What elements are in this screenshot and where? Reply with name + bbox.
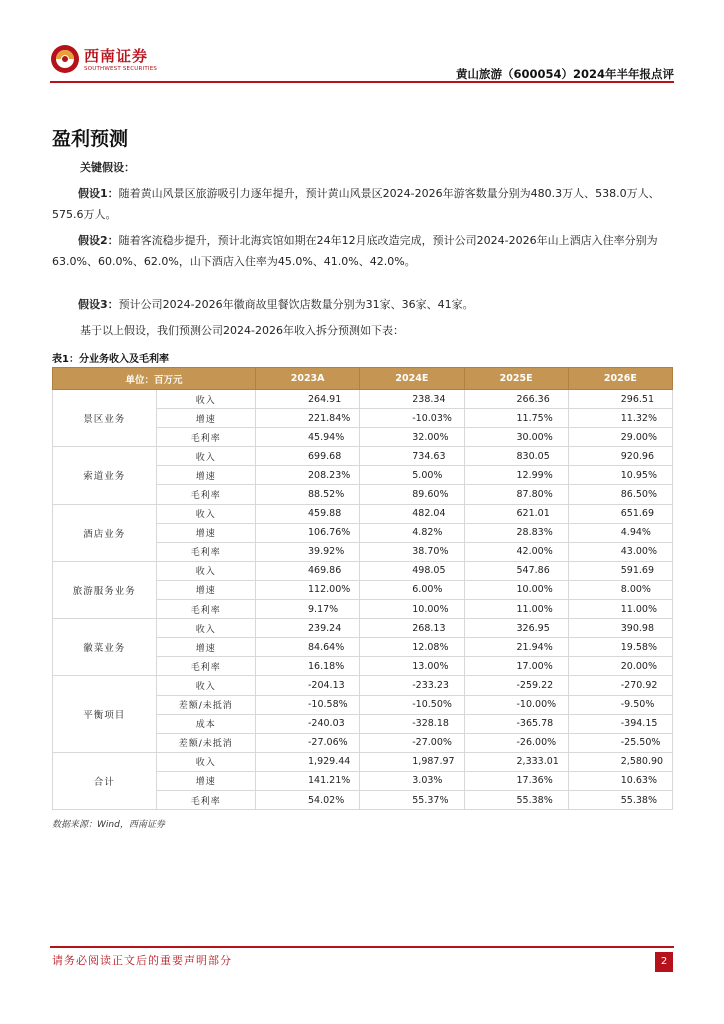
- segment-label: 合计: [53, 752, 157, 809]
- table-cell: 591.69: [568, 561, 672, 580]
- table-cell: 3.03%: [360, 771, 464, 790]
- table-cell: -270.92: [568, 676, 672, 695]
- assumption-2: [52, 230, 672, 272]
- table-cell: 88.52%: [256, 485, 360, 504]
- metric-label: 收入: [156, 561, 256, 580]
- table-row: [53, 447, 673, 466]
- table-cell: 141.21%: [256, 771, 360, 790]
- table-cell: 86.50%: [568, 485, 672, 504]
- table-cell: -27.00%: [360, 733, 464, 752]
- table-cell: 326.95: [464, 619, 568, 638]
- table-cell: 10.63%: [568, 771, 672, 790]
- table-cell: 5.00%: [360, 466, 464, 485]
- table-cell: 469.86: [256, 561, 360, 580]
- logo-chinese-name: 西南证券: [84, 47, 149, 65]
- footer-divider: [50, 946, 674, 948]
- segment-label: 酒店业务: [53, 504, 157, 561]
- assumption-2-text: 随着客流稳步提升，预计北海宾馆如期在24年12月底改造完成，预计公司2024-2026年山上酒店入住率分别为63.0%、60.0%、62.0%，山下酒店入住率为45.0%、41.0%、42.0%。: [52, 234, 658, 268]
- table-cell: 621.01: [464, 504, 568, 523]
- logo-emblem-icon: [50, 44, 80, 74]
- metric-label: 毛利率: [156, 542, 256, 561]
- table-cell: 39.92%: [256, 542, 360, 561]
- report-title: 黄山旅游（600054）2024年半年报点评: [455, 67, 674, 81]
- table-cell: -394.15: [568, 714, 672, 733]
- table-cell: 38.70%: [360, 542, 464, 561]
- table-cell: -10.50%: [360, 695, 464, 714]
- table-cell: 482.04: [360, 504, 464, 523]
- table-cell: 84.64%: [256, 638, 360, 657]
- metric-label: 成本: [156, 714, 256, 733]
- table-cell: 268.13: [360, 619, 464, 638]
- table-cell: 390.98: [568, 619, 672, 638]
- table-cell: 547.86: [464, 561, 568, 580]
- data-source: 数据来源：Wind，西南证券: [52, 820, 165, 830]
- table-cell: 4.94%: [568, 523, 672, 542]
- metric-label: 增速: [156, 771, 256, 790]
- unit-header: 单位：百万元: [53, 368, 256, 390]
- table-cell: 87.80%: [464, 485, 568, 504]
- table-cell: 106.76%: [256, 523, 360, 542]
- metric-label: 毛利率: [156, 790, 256, 809]
- table-cell: -27.06%: [256, 733, 360, 752]
- company-logo: [50, 42, 180, 78]
- table-cell: -25.50%: [568, 733, 672, 752]
- table-cell: 55.38%: [568, 790, 672, 809]
- segment-label: 索道业务: [53, 447, 157, 504]
- table-cell: 459.88: [256, 504, 360, 523]
- table-cell: -328.18: [360, 714, 464, 733]
- table-cell: 12.08%: [360, 638, 464, 657]
- table-cell: 264.91: [256, 390, 360, 409]
- metric-label: 增速: [156, 523, 256, 542]
- table-cell: 11.75%: [464, 409, 568, 428]
- table-cell: 11.32%: [568, 409, 672, 428]
- table-cell: 13.00%: [360, 657, 464, 676]
- year-header: 2024E: [360, 368, 464, 390]
- key-assumptions-label: 关键假设：: [80, 161, 135, 174]
- assumption-1: [52, 183, 672, 225]
- table-cell: 17.36%: [464, 771, 568, 790]
- table-cell: 17.00%: [464, 657, 568, 676]
- page-number: 2: [655, 952, 673, 972]
- table-cell: 10.95%: [568, 466, 672, 485]
- table-cell: 8.00%: [568, 580, 672, 599]
- table-cell: -259.22: [464, 676, 568, 695]
- table-cell: 29.00%: [568, 428, 672, 447]
- table-cell: 20.00%: [568, 657, 672, 676]
- table-cell: 54.02%: [256, 790, 360, 809]
- table-cell: 42.00%: [464, 542, 568, 561]
- metric-label: 毛利率: [156, 600, 256, 619]
- metric-label: 收入: [156, 390, 256, 409]
- table-row: [53, 390, 673, 409]
- table-cell: 43.00%: [568, 542, 672, 561]
- table-row: [53, 676, 673, 695]
- table-cell: 830.05: [464, 447, 568, 466]
- table-row: [53, 752, 673, 771]
- table-cell: 498.05: [360, 561, 464, 580]
- table-cell: 112.00%: [256, 580, 360, 599]
- table-cell: 21.94%: [464, 638, 568, 657]
- segment-label: 旅游服务业务: [53, 561, 157, 618]
- table-cell: 30.00%: [464, 428, 568, 447]
- table-cell: 12.99%: [464, 466, 568, 485]
- assumption-3-text: 预计公司2024-2026年徽商故里餐饮店数量分别为31家、36家、41家。: [118, 298, 474, 311]
- table-header-row: [53, 368, 673, 390]
- table-cell: 296.51: [568, 390, 672, 409]
- table-cell: -10.00%: [464, 695, 568, 714]
- table-cell: 221.84%: [256, 409, 360, 428]
- table-cell: -10.03%: [360, 409, 464, 428]
- metric-label: 增速: [156, 409, 256, 428]
- metric-label: 毛利率: [156, 485, 256, 504]
- table-cell: 28.83%: [464, 523, 568, 542]
- table-cell: 651.69: [568, 504, 672, 523]
- table-row: [53, 504, 673, 523]
- metric-label: 增速: [156, 466, 256, 485]
- year-header: 2023A: [256, 368, 360, 390]
- table-cell: 6.00%: [360, 580, 464, 599]
- table-cell: 734.63: [360, 447, 464, 466]
- table-row: [53, 619, 673, 638]
- metric-label: 差额/未抵消: [156, 733, 256, 752]
- table-caption: 表1：分业务收入及毛利率: [52, 354, 169, 365]
- table-cell: 239.24: [256, 619, 360, 638]
- metric-label: 收入: [156, 752, 256, 771]
- metric-label: 毛利率: [156, 428, 256, 447]
- metric-label: 增速: [156, 638, 256, 657]
- revenue-margin-table: [52, 367, 673, 810]
- metric-label: 收入: [156, 676, 256, 695]
- table-cell: 2,333.01: [464, 752, 568, 771]
- table-cell: 16.18%: [256, 657, 360, 676]
- table-cell: -9.50%: [568, 695, 672, 714]
- table-cell: 11.00%: [568, 600, 672, 619]
- assumption-1-text: 随着黄山风景区旅游吸引力逐年提升，预计黄山风景区2024-2026年游客数量分别为480.3万人、538.0万人、575.6万人。: [52, 187, 660, 221]
- table-cell: 19.58%: [568, 638, 672, 657]
- table-row: [53, 561, 673, 580]
- footer-disclaimer: 请务必阅读正文后的重要声明部分: [52, 954, 232, 967]
- metric-label: 毛利率: [156, 657, 256, 676]
- table-cell: 32.00%: [360, 428, 464, 447]
- header-divider: [50, 81, 674, 83]
- year-header: 2025E: [464, 368, 568, 390]
- table-cell: 238.34: [360, 390, 464, 409]
- segment-label: 平衡项目: [53, 676, 157, 752]
- table-cell: 208.23%: [256, 466, 360, 485]
- table-cell: 10.00%: [360, 600, 464, 619]
- assumption-3-label: 假设3：: [78, 298, 119, 311]
- table-cell: 266.36: [464, 390, 568, 409]
- section-title: 盈利预测: [52, 128, 129, 150]
- table-cell: -26.00%: [464, 733, 568, 752]
- segment-label: 徽菜业务: [53, 619, 157, 676]
- table-cell: 55.38%: [464, 790, 568, 809]
- metric-label: 收入: [156, 504, 256, 523]
- table-cell: -204.13: [256, 676, 360, 695]
- table-cell: 2,580.90: [568, 752, 672, 771]
- segment-label: 景区业务: [53, 390, 157, 447]
- table-cell: 1,987.97: [360, 752, 464, 771]
- table-cell: 699.68: [256, 447, 360, 466]
- table-cell: 9.17%: [256, 600, 360, 619]
- metric-label: 收入: [156, 447, 256, 466]
- assumption-2-label: 假设2：: [78, 234, 119, 247]
- table-cell: 45.94%: [256, 428, 360, 447]
- assumption-1-label: 假设1：: [78, 187, 119, 200]
- intro-paragraph: 基于以上假设，我们预测公司2024-2026年收入拆分预测如下表：: [80, 324, 404, 337]
- table-cell: 55.37%: [360, 790, 464, 809]
- table-cell: 4.82%: [360, 523, 464, 542]
- page-header: [50, 40, 674, 84]
- table-cell: -10.58%: [256, 695, 360, 714]
- metric-label: 收入: [156, 619, 256, 638]
- table-cell: -365.78: [464, 714, 568, 733]
- year-header: 2026E: [568, 368, 672, 390]
- table-cell: -240.03: [256, 714, 360, 733]
- assumption-3: [52, 294, 672, 315]
- table-cell: 89.60%: [360, 485, 464, 504]
- table-cell: 920.96: [568, 447, 672, 466]
- table-cell: 10.00%: [464, 580, 568, 599]
- metric-label: 增速: [156, 580, 256, 599]
- table-body: [53, 390, 673, 810]
- table-cell: 1,929.44: [256, 752, 360, 771]
- table-cell: -233.23: [360, 676, 464, 695]
- table-cell: 11.00%: [464, 600, 568, 619]
- logo-english-name: SOUTHWEST SECURITIES: [84, 66, 158, 72]
- metric-label: 差额/未抵消: [156, 695, 256, 714]
